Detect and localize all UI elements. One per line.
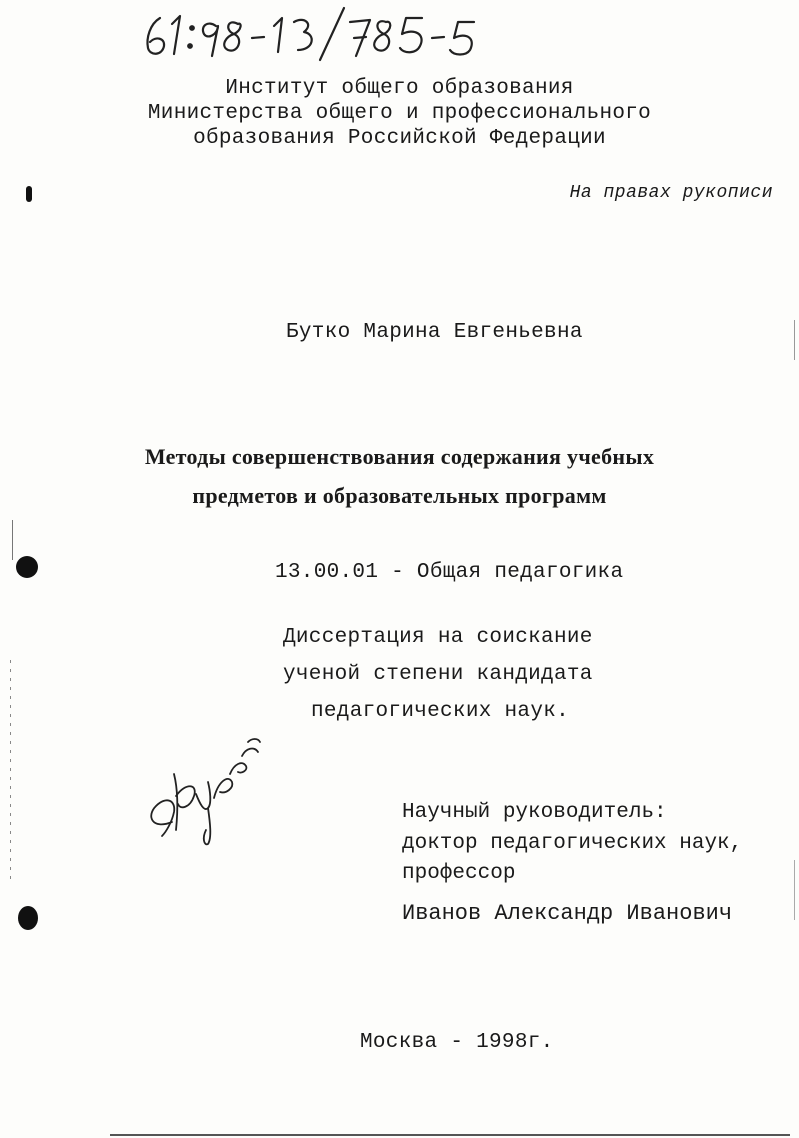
edge-noise	[794, 860, 795, 920]
institution-line-3: образования Российской Федерации	[193, 127, 606, 150]
manuscript-note: На правах рукописи	[569, 183, 773, 203]
dissertation-statement-line-1: Диссертация на соискание	[283, 626, 593, 649]
handwritten-archive-code	[138, 4, 478, 62]
binder-hole-mark	[16, 556, 38, 578]
supervisor-label: Научный руководитель:	[402, 801, 667, 824]
page-bottom-edge	[110, 1134, 790, 1136]
binder-hole-mark	[26, 186, 32, 202]
institution-line-1: Институт общего образования	[225, 77, 574, 100]
dissertation-title-line-1: Методы совершенствования содержания учебных	[144, 444, 655, 469]
author-name: Бутко Марина Евгеньевна	[286, 321, 583, 344]
edge-noise	[12, 520, 13, 560]
handwritten-signature	[142, 712, 272, 852]
specialty-code: 13.00.01 - Общая педагогика	[275, 561, 624, 584]
binder-hole-mark	[18, 906, 38, 930]
edge-noise	[794, 320, 795, 360]
dissertation-title-line-2: предметов и образовательных программ	[192, 483, 607, 508]
supervisor-rank: профессор	[402, 862, 516, 885]
institution-line-2: Министерства общего и профессионального	[147, 102, 652, 125]
supervisor-degree: доктор педагогических наук,	[402, 832, 743, 855]
dissertation-statement-line-2: ученой степени кандидата	[283, 663, 593, 686]
edge-noise	[10, 660, 11, 880]
supervisor-name: Иванов Александр Иванович	[402, 901, 733, 926]
dissertation-statement-line-3: педагогических наук.	[311, 700, 570, 723]
place-and-year: Москва - 1998г.	[360, 1031, 554, 1054]
